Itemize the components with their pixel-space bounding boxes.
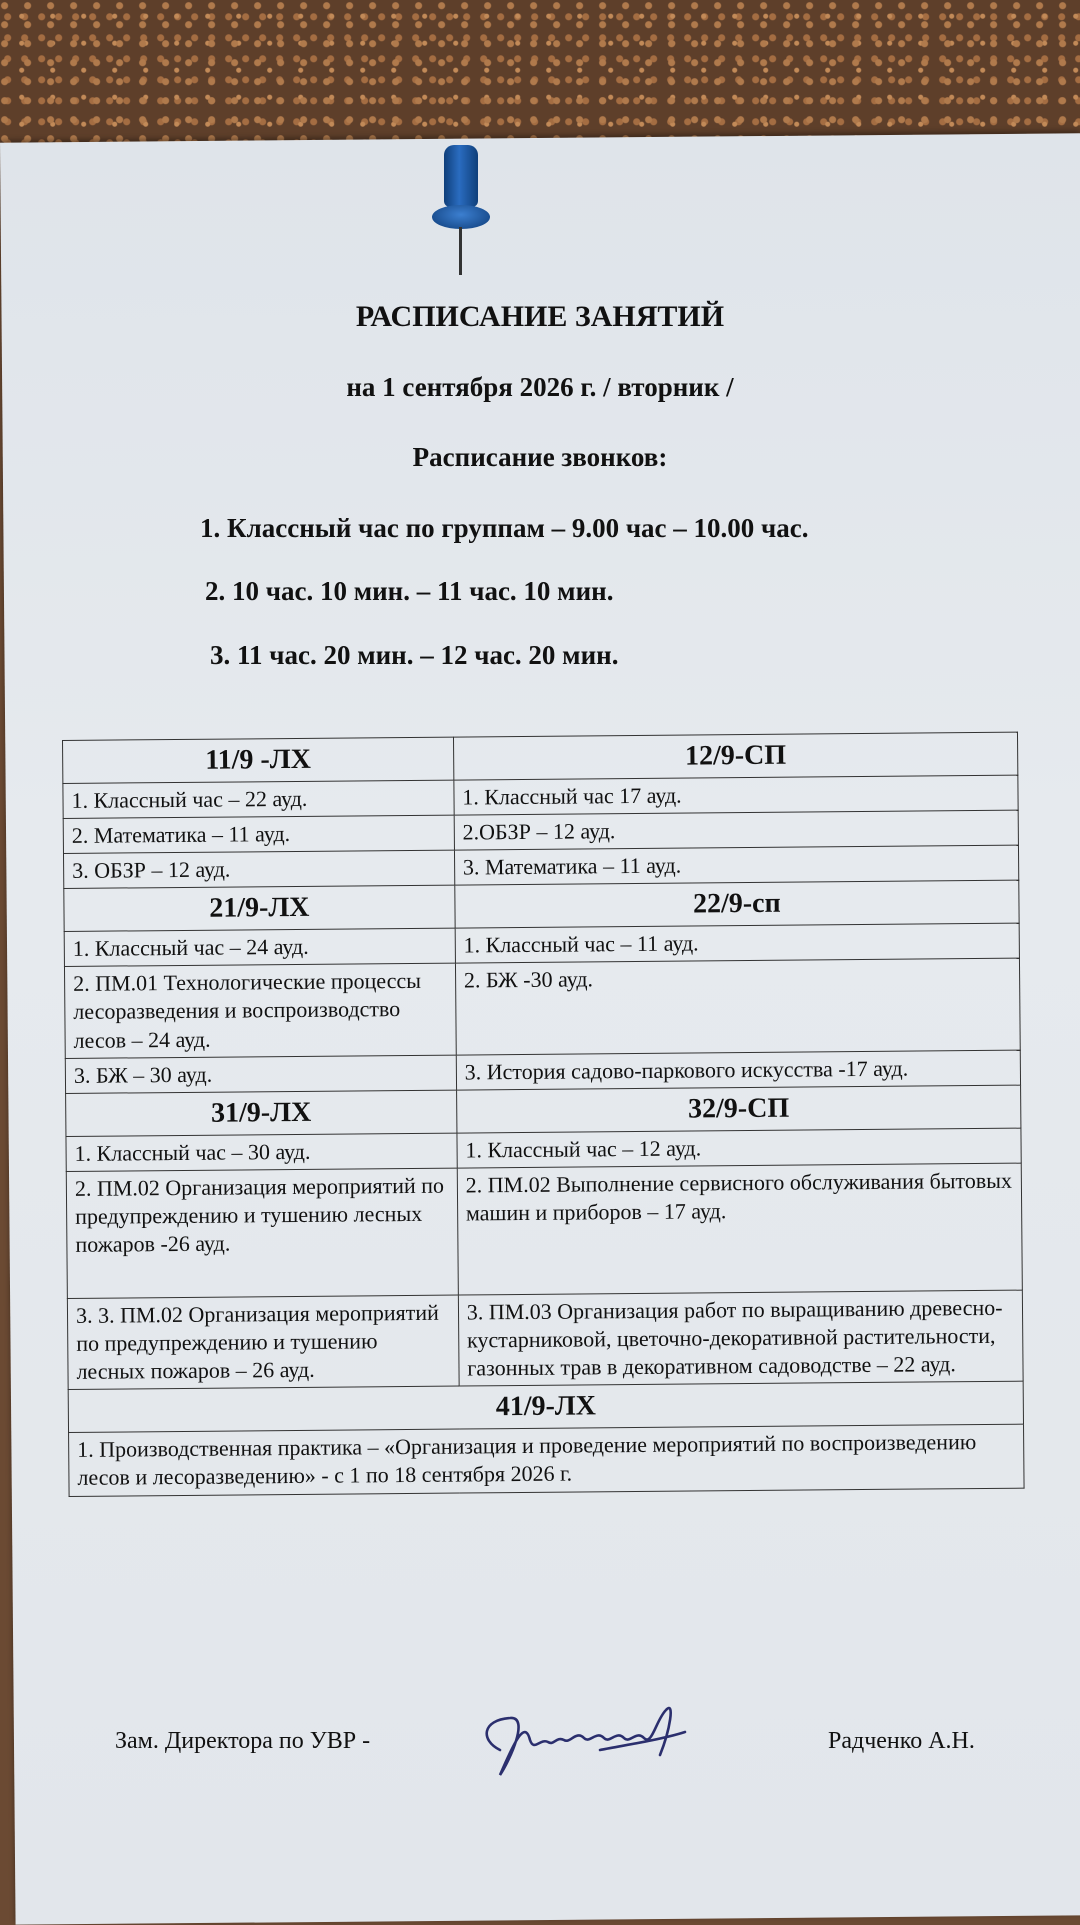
lesson-cell: 1. Классный час – 22 ауд. [63,780,454,819]
lesson-cell: 2. БЖ -30 ауд. [455,958,1020,1054]
lesson-cell: 3. Математика – 11 ауд. [454,845,1019,885]
lesson-cell: 2. ПМ.01 Технологические процессы лесоразведения и воспроизводство лесов – 24 ауд. [64,963,456,1058]
footer-name: Радченко А.Н. [828,1728,975,1754]
group-header: 31/9-ЛХ [66,1090,457,1136]
table-row [69,1424,1025,1496]
group-header: 11/9 -ЛХ [63,737,454,783]
page-title: РАСПИСАНИЕ ЗАНЯТИЙ [355,300,725,333]
lesson-cell: 2. ПМ.02 Выполнение сервисного обслуживания бытовых машин и приборов – 17 ауд. [457,1163,1022,1295]
lesson-cell: 1. Производственная практика – «Организация и проведение мероприятий по воспроизведению лесов и лесоразведению» - с 1 по 18 сентября 2026 г. [69,1424,1025,1496]
group-header: 21/9-ЛХ [64,885,455,931]
bell-item: 3. 11 час. 20 мин. – 12 час. 20 мин. [210,640,619,670]
date-line: на 1 сентября 2026 г. / вторник / [346,372,734,402]
lesson-cell: 3. ОБЗР – 12 ауд. [63,850,454,889]
lesson-cell: 1. Классный час – 12 ауд. [457,1128,1022,1168]
signature-icon [470,1680,700,1790]
lesson-cell: 1. Классный час – 11 ауд. [455,923,1020,963]
table-row [64,958,1020,1058]
push-pin-icon [432,145,492,295]
bell-item: 1. Классный час по группам – 9.00 час – 10.00 час. [200,513,809,543]
schedule-table [62,732,1025,1497]
group-header: 22/9-сп [455,880,1020,928]
lesson-cell: 3. БЖ – 30 ауд. [65,1055,456,1094]
bells-title: Расписание звонков: [412,442,668,472]
group-header: 41/9-ЛХ [68,1381,1023,1432]
table-row [67,1290,1023,1390]
group-header: 12/9-СП [453,732,1018,780]
bell-item: 2. 10 час. 10 мин. – 11 час. 10 мин. [205,576,614,606]
lesson-cell: 2. Математика – 11 ауд. [63,815,454,854]
lesson-cell: 2. ПМ.02 Организация мероприятий по предупреждению и тушению лесных пожаров -26 ауд. [66,1168,458,1298]
lesson-cell: 1. Классный час – 24 ауд. [64,928,455,967]
lesson-cell: 2.ОБЗР – 12 ауд. [454,810,1019,850]
footer-position: Зам. Директора по УВР - [115,1728,371,1754]
lesson-cell: 3. 3. ПМ.02 Организация мероприятий по предупреждению и тушению лесных пожаров – 26 ауд. [67,1295,459,1390]
lesson-cell: 3. История садово-паркового искусства -17 ауд. [456,1050,1021,1090]
lesson-cell: 1. Классный час – 30 ауд. [66,1133,457,1172]
lesson-cell: 1. Классный час 17 ауд. [454,775,1019,815]
table-row [66,1163,1022,1298]
lesson-cell: 3. ПМ.03 Организация работ по выращиванию древесно-кустарниковой, цветочно-декоративной растительности, газонных трав в декоративном садоводстве – 22 ауд. [458,1290,1023,1386]
group-header: 32/9-СП [456,1085,1021,1133]
